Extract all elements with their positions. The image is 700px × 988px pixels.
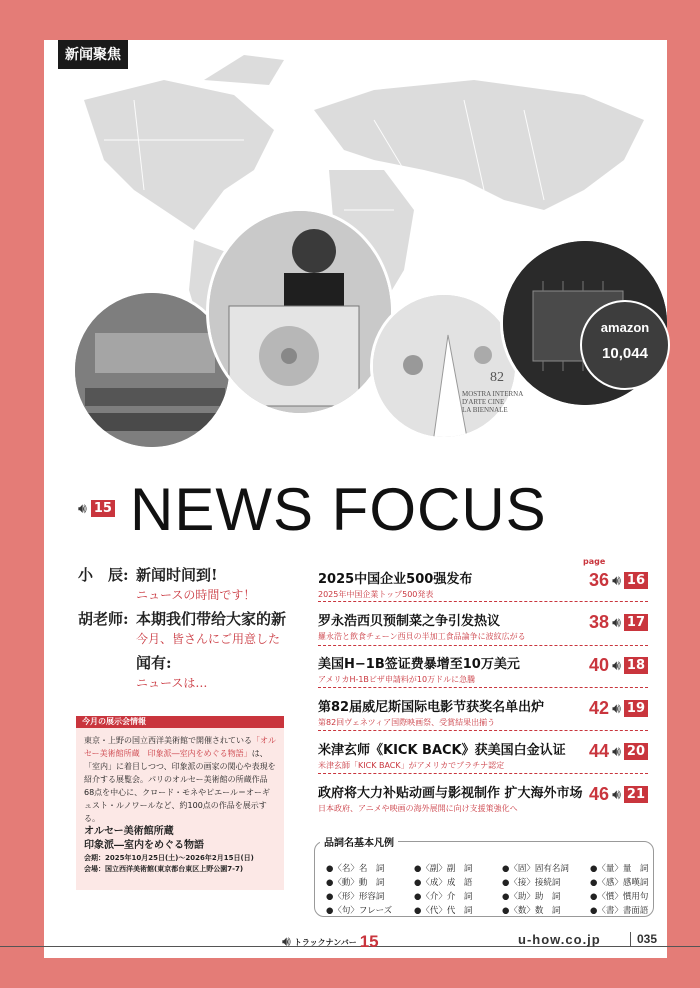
speaker-icon[interactable]: 🔊︎ bbox=[78, 500, 87, 517]
exhibit-text: は、「室内」に着目しつつ、印象派の画家の関心や表現を紹介する展覧会。パリのオルセー美術館の所蔵作品68点を中心に、クロード・モネやピエール＝オーギュスト・ルノワールなど、約100点の作品を展示する。 bbox=[84, 749, 276, 823]
news-title[interactable]: 第82届威尼斯国际电影节获奖名单出炉 bbox=[318, 700, 545, 715]
speaker-icon[interactable]: 🔊︎ bbox=[612, 786, 621, 803]
legend-item: ●〈数〉数 詞 bbox=[502, 906, 561, 916]
news-title[interactable]: 罗永浩西贝预制菜之争引发热议 bbox=[318, 614, 501, 629]
legend-item: ●〈固〉固有名詞 bbox=[502, 864, 569, 874]
news-title[interactable]: 2025中国企业500强发布 bbox=[318, 572, 473, 587]
news-track: 19 bbox=[624, 700, 648, 717]
news-track: 16 bbox=[624, 572, 648, 589]
exhibit-text: 東京・上野の国立西洋美術館で開催されている bbox=[84, 736, 252, 745]
page-title: NEWS FOCUS bbox=[130, 476, 547, 543]
exhibit-venue: 会場：国立西洋美術館(東京都台東区上野公園7-7) bbox=[84, 865, 244, 873]
news-page: 40 bbox=[589, 655, 610, 675]
dialog-zh: 本期我们带给大家的新 bbox=[136, 610, 287, 628]
news-item[interactable] bbox=[318, 610, 648, 642]
footer-url[interactable]: u-how.co.jp bbox=[518, 932, 601, 947]
news-subtitle: 羅永浩と飲食チェーン西貝の半加工食品論争に波紋広がる bbox=[318, 632, 526, 641]
news-title[interactable]: 米津玄师《KICK BACK》获美国白金认证 bbox=[318, 743, 566, 758]
amazon-brand: amazon bbox=[600, 320, 650, 335]
dialog-jp: 今月、皆さんにご用意した bbox=[136, 632, 281, 646]
news-track: 21 bbox=[624, 786, 648, 803]
legend-item: ●〈代〉代 詞 bbox=[414, 906, 473, 916]
news-item[interactable] bbox=[318, 696, 648, 728]
legend-item: ●〈感〉感嘆詞 bbox=[590, 878, 649, 888]
page-label: page bbox=[583, 557, 606, 566]
legend-item: ●〈量〉量 詞 bbox=[590, 864, 649, 874]
amazon-number: 10,044 bbox=[602, 345, 648, 362]
legend-item: ●〈名〉名 詞 bbox=[326, 864, 385, 874]
speaker-icon[interactable]: 🔊︎ bbox=[612, 700, 621, 717]
dialog-zh: 闻有: bbox=[136, 654, 172, 672]
legend-item: ●〈形〉形容詞 bbox=[326, 892, 385, 902]
festival-line: D'ARTE CINE bbox=[462, 398, 505, 406]
legend-item: ●〈副〉副 詞 bbox=[414, 864, 473, 874]
exhibit-period: 会期：2025年10月25日(土)〜2026年2月15日(日) bbox=[84, 854, 254, 862]
exhibit-heading: 今月の展示会情報 bbox=[82, 717, 146, 726]
news-item[interactable] bbox=[318, 782, 648, 814]
dialog-zh: 新闻时间到! bbox=[136, 566, 218, 584]
news-title[interactable]: 政府将大力补贴动画与影视制作 扩大海外市场 bbox=[318, 786, 583, 801]
legend-item: ●〈書〉書面語 bbox=[590, 906, 649, 916]
dialog-speaker: 胡老师: bbox=[78, 610, 129, 628]
legend-item: ●〈成〉成 語 bbox=[414, 878, 473, 888]
speaker-icon[interactable]: 🔊︎ bbox=[612, 743, 621, 760]
news-page: 42 bbox=[589, 698, 610, 718]
news-track: 18 bbox=[624, 657, 648, 674]
news-subtitle: 2025年中国企業トップ500発表 bbox=[318, 590, 434, 599]
section-tag: 新闻聚焦 bbox=[58, 40, 128, 69]
exhibit-title: オルセー美術館所蔵 bbox=[84, 826, 174, 837]
legend-item: ●〈介〉介 詞 bbox=[414, 892, 473, 902]
amazon-badge bbox=[580, 300, 670, 390]
news-subtitle: 日本政府、アニメや映画の海外展開に向け支援策強化へ bbox=[318, 804, 518, 813]
news-subtitle: アメリカH-1Bビザ申請料が10万ドルに急騰 bbox=[318, 675, 476, 684]
news-track: 17 bbox=[624, 614, 648, 631]
exhibit-title: 印象派―室内をめぐる物語 bbox=[84, 840, 204, 851]
dialog-jp: ニュースの時間です！ bbox=[136, 588, 256, 602]
news-page: 38 bbox=[589, 612, 610, 632]
legend-item: ●〈句〉フレーズ bbox=[326, 906, 393, 916]
divider bbox=[318, 687, 648, 688]
footer-track[interactable] bbox=[282, 932, 379, 952]
legend-item: ●〈慣〉慣用句 bbox=[590, 892, 649, 902]
photo-musician-award bbox=[206, 208, 394, 416]
news-item[interactable] bbox=[318, 739, 648, 771]
header-track[interactable] bbox=[78, 500, 115, 517]
legend-item: ●〈接〉接続詞 bbox=[502, 878, 561, 888]
festival-line: MOSTRA INTERNA bbox=[462, 390, 524, 398]
divider bbox=[318, 773, 648, 774]
legend-item: ●〈動〉動 詞 bbox=[326, 878, 385, 888]
festival-logo bbox=[462, 370, 524, 414]
news-page: 36 bbox=[589, 570, 610, 590]
exhibit-highlight: 「オルセー美術館所蔵 印象派―室内をめぐる bbox=[84, 736, 276, 758]
dialog-speaker: 小 辰: bbox=[78, 566, 129, 584]
exhibit-highlight: 物語」 bbox=[227, 749, 252, 758]
track-number: 15 bbox=[91, 500, 115, 517]
news-subtitle: 第82回ヴェネツィア国際映画祭、受賞結果出揃う bbox=[318, 718, 496, 727]
news-track: 20 bbox=[624, 743, 648, 760]
divider bbox=[318, 730, 648, 731]
speaker-icon[interactable]: 🔊︎ bbox=[612, 572, 621, 589]
speaker-icon[interactable]: 🔊︎ bbox=[612, 614, 621, 631]
speaker-icon[interactable]: 🔊︎ bbox=[612, 657, 621, 674]
dialog-jp: ニュースは… bbox=[136, 676, 208, 690]
speaker-icon[interactable]: 🔊︎ bbox=[282, 934, 291, 950]
legend-grid bbox=[326, 862, 670, 916]
exhibit-box bbox=[76, 716, 284, 890]
news-page: 44 bbox=[589, 741, 610, 761]
news-page: 46 bbox=[589, 784, 610, 804]
hero-collage bbox=[44, 40, 667, 480]
festival-line: LA BIENNALE bbox=[462, 406, 508, 414]
footer-track-number: 15 bbox=[359, 932, 379, 951]
footer-track-label: トラックナンバー bbox=[293, 937, 357, 947]
news-item[interactable] bbox=[318, 568, 648, 600]
festival-number: 82 bbox=[490, 370, 504, 385]
news-subtitle: 米津玄師「KICK BACK」がアメリカでプラチナ認定 bbox=[318, 761, 505, 770]
news-title[interactable]: 美国H−1B签证费暴增至10万美元 bbox=[318, 657, 520, 672]
photo-venice-film-festival bbox=[370, 292, 518, 440]
news-item[interactable] bbox=[318, 653, 648, 685]
footer-page-number: 035 bbox=[630, 932, 657, 946]
legend-title: 品詞名基本凡例 bbox=[320, 834, 398, 849]
legend-item: ●〈助〉助 詞 bbox=[502, 892, 561, 902]
divider bbox=[318, 645, 648, 646]
divider bbox=[318, 601, 648, 602]
